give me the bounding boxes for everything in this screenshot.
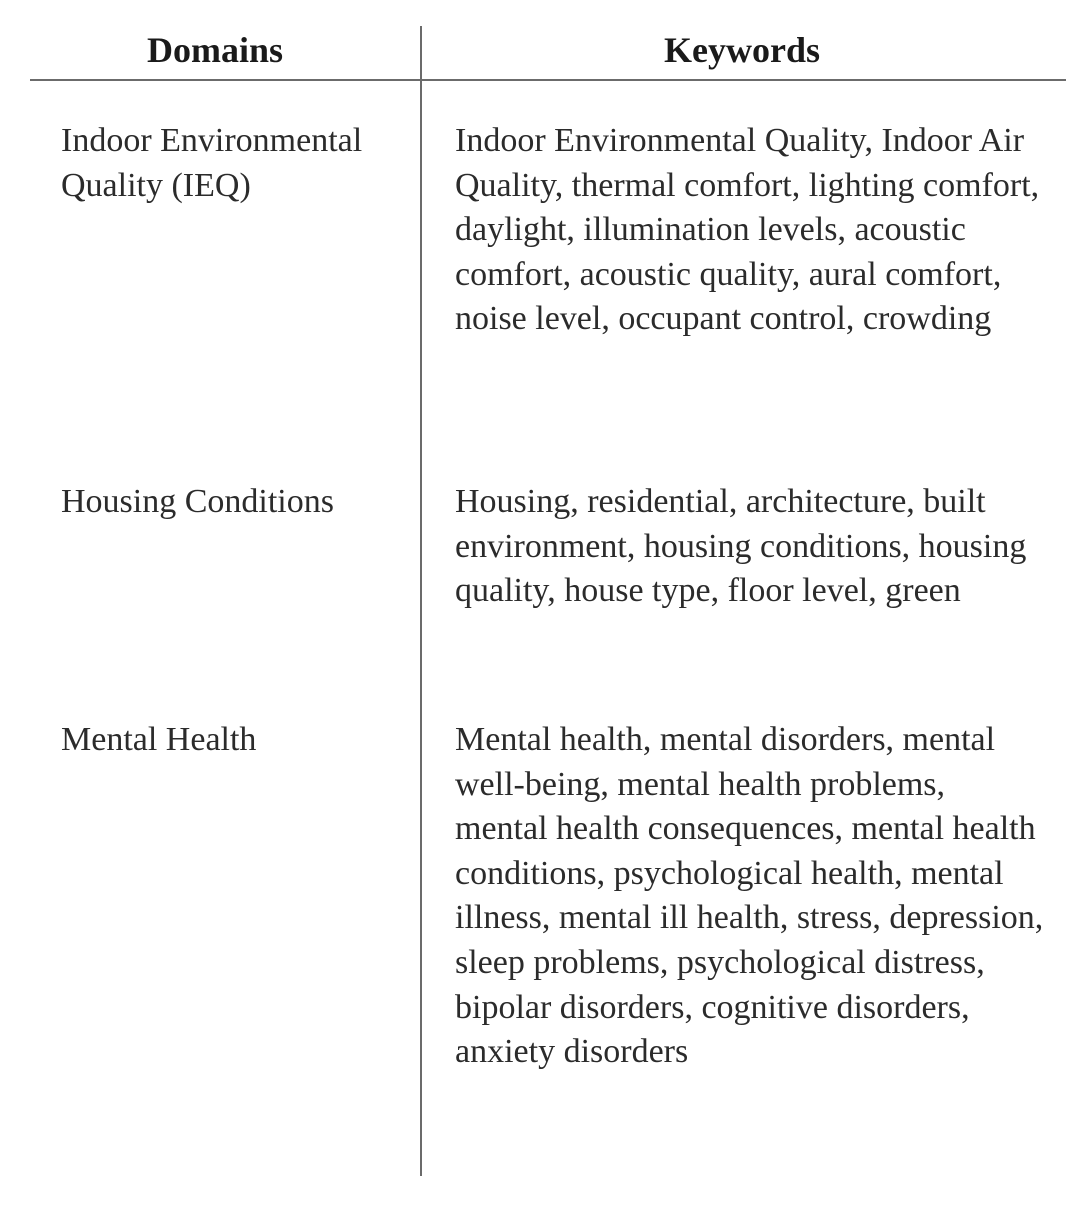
domain-cell-mental-health: Mental Health bbox=[61, 721, 257, 758]
header-keywords: Keywords bbox=[664, 30, 820, 70]
domain-cell-housing: Housing Conditions bbox=[61, 483, 334, 520]
header-domains: Domains bbox=[146, 30, 284, 70]
keywords-cell-mental-health: Mental health, mental disorders, mental well-being, mental health problems, mental health consequences, mental health conditions, psychological health, mental illness, mental ill health, stress, depression, sleep problems, psychological distress, bipolar disorders, cognitive disorders, anxiety disorders bbox=[455, 721, 1044, 1071]
keywords-cell-housing: Housing, residential, architecture, built environment, housing conditions, housing quality, house type, floor level, green bbox=[455, 483, 1027, 610]
domain-cell-ieq: Indoor Environmental Quality (IEQ) bbox=[61, 122, 363, 204]
keywords-cell-ieq: Indoor Environmental Quality, Indoor Air Quality, thermal comfort, lighting comfort, daylight, illumination levels, acoustic comfort, acoustic quality, aural comfort, noise level, occupant control, crowding bbox=[455, 122, 1040, 338]
column-divider bbox=[420, 26, 422, 1176]
header-rule bbox=[30, 79, 1066, 81]
